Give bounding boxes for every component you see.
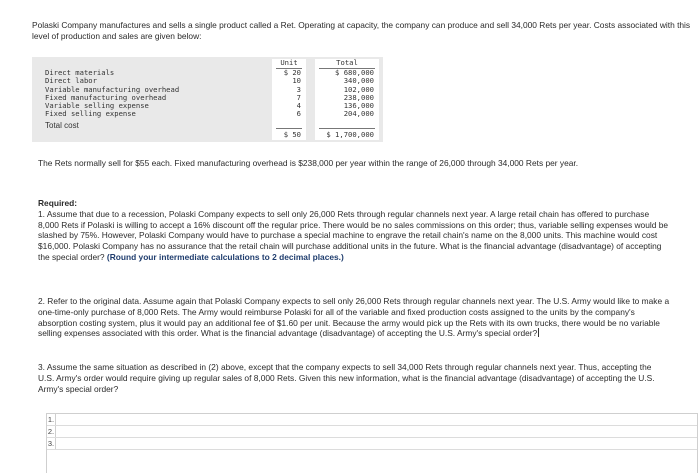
total-cost-label: Total cost [45, 120, 79, 130]
answer-row [47, 414, 697, 426]
unit-value: 10 [292, 76, 301, 86]
answer-table [46, 413, 698, 473]
total-value: 238,000 [343, 92, 374, 102]
total-value: 136,000 [343, 101, 374, 111]
grand-total: $ 1,700,000 [326, 130, 374, 139]
answer-row-number: 2. [47, 427, 55, 436]
total-header: Total [336, 58, 358, 67]
answer-row-number: 1. [47, 415, 55, 424]
unit-column [272, 59, 306, 140]
cost-labels [45, 69, 179, 130]
sum-line [319, 128, 375, 129]
unit-value: 6 [296, 109, 301, 119]
unit-total: $ 50 [283, 130, 301, 139]
total-value: $ 680,000 [335, 68, 374, 77]
row-label: Direct labor [45, 76, 97, 86]
total-value: 204,000 [343, 109, 374, 119]
answer-row-number: 3. [47, 439, 55, 448]
intro-paragraph: Polaski Company manufactures and sells a single product called a Ret. Operating at capacity, the company can produce and sell 34,000 Rets per year. Costs associated with this level of production and sales are given below: [32, 20, 691, 41]
question-3: 3. Assume the same situation as described in (2) above, except that the company expects to sell 34,000 Rets through regular channels next year. Thus, accepting the U.S. Army's order would require giving up regular sales of 8,000 Rets. Given this new information, what is the financial advantage (disadvantage) of accepting the U.S. Army's special order? [38, 362, 655, 394]
question-1-rounding-note: (Round your intermediate calculations to 2 decimal places.) [106, 251, 344, 262]
unit-header: Unit [280, 58, 298, 67]
unit-value: 4 [296, 101, 301, 111]
price-note: The Rets normally sell for $55 each. Fixed manufacturing overhead is $238,000 per year within the range of 26,000 through 34,000 Rets per year. [38, 158, 579, 168]
row-label: Fixed manufacturing overhead [45, 92, 167, 102]
text-cursor [538, 328, 539, 337]
question-2 [38, 296, 670, 339]
question-1 [38, 209, 670, 263]
unit-value: $ 20 [283, 68, 301, 77]
answer-row [47, 438, 697, 450]
question-1-text: 1. Assume that due to a recession, Polaski Company expects to sell only 26,000 Rets through regular channels next year. A large retail chain has offered to purchase 8,000 Rets if Polaski is willing to accept a 16% discount off the regular price. There would be no sales commissions on this order; thus, variable selling expenses would be slashed by 75%. However, Polaski Company would have to purchase a special machine to engrave the retail chain's name on the 8,000 units. This machine would cost $16,000. Polaski Company has no assurance that the retail chain will purchase additional units in the future. What is the financial advantage (disadvantage) of accepting the special order? [38, 208, 669, 262]
cost-table [32, 57, 383, 142]
row-label: Variable selling expense [45, 101, 149, 111]
answer-input-2[interactable] [56, 426, 697, 437]
row-label: Fixed selling expense [45, 109, 136, 119]
answer-input-1[interactable] [56, 414, 697, 425]
answer-input-3[interactable] [56, 438, 697, 449]
sum-line [276, 128, 302, 129]
total-value: 340,000 [343, 76, 374, 86]
required-section [38, 198, 670, 263]
required-heading: Required: [38, 198, 78, 208]
total-value: 102,000 [343, 84, 374, 94]
answer-row [47, 426, 697, 438]
row-label: Direct materials [45, 68, 115, 77]
unit-values [284, 69, 301, 119]
row-label: Variable manufacturing overhead [45, 84, 180, 94]
question-2-text: 2. Refer to the original data. Assume again that Polaski Company expects to sell only 26,000 Rets through regular channels next year. The U.S. Army would like to make a one-time-only purchase of 8,000 Rets. The Army would reimburse Polaski for all of the variable and fixed production costs assigned to the units by the company's absorption costing system, plus it would pay an additional fee of $1.60 per unit. Because the army would pick up the Rets with its own trucks, there would be no variable selling expenses associated with this order. What is the financial advantage (disadvantage) of accepting the U.S. Army's special order? [38, 296, 670, 339]
total-column [315, 59, 379, 140]
unit-value: 3 [296, 84, 301, 94]
unit-value: 7 [296, 92, 301, 102]
total-values [335, 69, 374, 119]
